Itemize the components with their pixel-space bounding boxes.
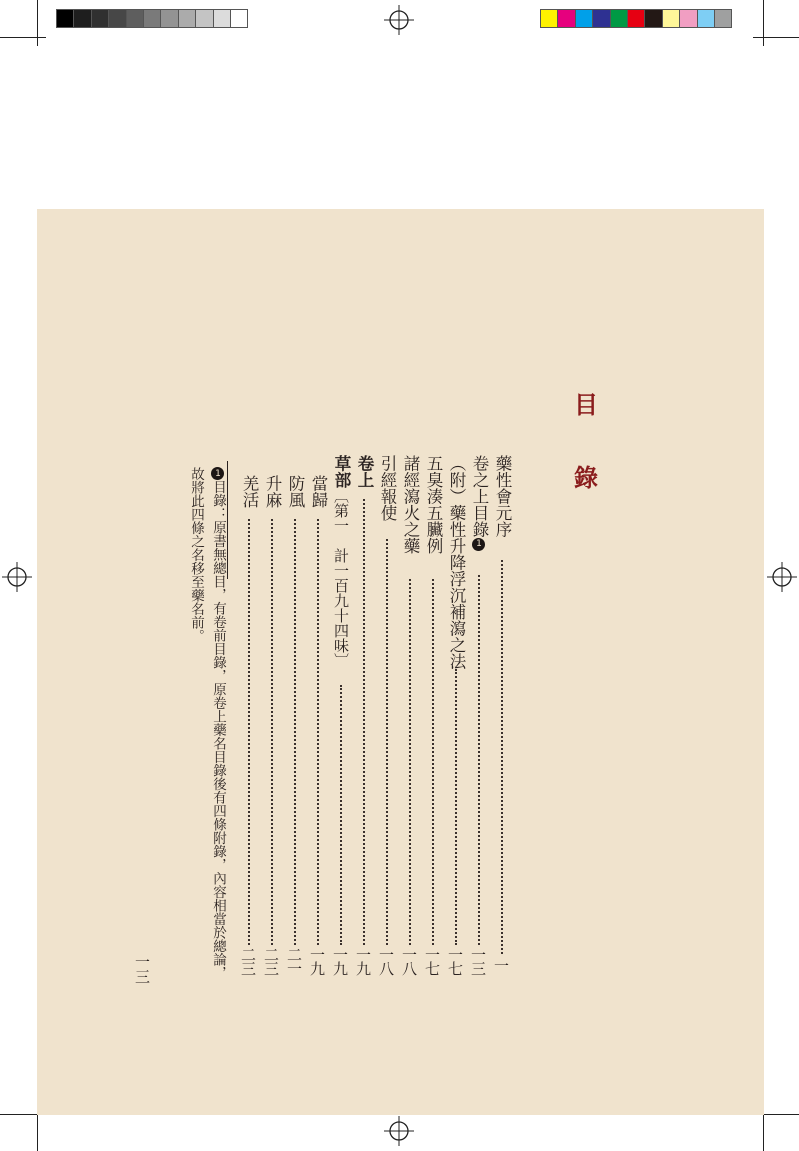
registration-mark-top: [384, 5, 414, 35]
color-swatch: [126, 9, 144, 28]
page-folio: 一三: [133, 954, 151, 984]
footnote-marker: 1: [213, 468, 223, 479]
toc-page-number: 一八: [377, 947, 395, 975]
toc-entry-title: 卷上: [355, 455, 374, 488]
toc-page-number: 一八: [400, 947, 418, 975]
color-swatch: [195, 9, 213, 28]
toc-page-number: 一七: [423, 947, 441, 975]
color-swatch: [714, 9, 732, 28]
color-swatch: [540, 9, 558, 28]
leader-dots: [363, 499, 365, 945]
color-swatch: [697, 9, 715, 28]
color-swatch: [679, 9, 697, 28]
toc-entry: [400, 455, 420, 554]
toc-page-number: 二三: [239, 947, 257, 975]
leader-dots: [455, 669, 457, 945]
toc-entry-title: 諸經瀉火之藥: [401, 455, 420, 554]
toc-page-number: 一九: [354, 947, 372, 975]
toc-entry: [423, 455, 443, 554]
toc-entry: [377, 455, 397, 521]
toc-entry: [469, 455, 489, 551]
toc-entry: [446, 455, 466, 670]
registration-mark-bottom: [384, 1116, 414, 1146]
toc-entry-title: 引經報使: [378, 455, 397, 521]
color-swatch: [627, 9, 645, 28]
toc-entry-title: 草部: [332, 455, 351, 488]
grayscale-calibration-bar: [56, 9, 247, 28]
toc-entry: [308, 475, 328, 508]
toc-page-number: 一九: [331, 947, 349, 975]
color-swatch: [610, 9, 628, 28]
toc-page-number: 二一: [285, 947, 303, 975]
toc-entry-title: 防風: [286, 475, 305, 508]
footnote-line: 故將此四條之名移至藥名前。: [188, 467, 204, 643]
toc-entry-title: 升麻: [263, 475, 282, 508]
color-swatch: [143, 9, 161, 28]
toc-page-number: 一三: [469, 947, 487, 975]
leader-dots: [478, 575, 480, 945]
crop-mark: [0, 37, 46, 38]
toc-entry-title: 五臭湊五臟例: [424, 455, 443, 554]
toc-entry-title: 藥性會元序: [493, 455, 512, 538]
leader-dots: [271, 519, 273, 945]
footnote-text: 目錄：原書無總目，有卷前目錄，原卷上藥名目錄後有四條附錄，內容相當於總論，: [210, 480, 226, 980]
toc-entry: [285, 475, 305, 508]
color-swatch: [662, 9, 680, 28]
toc-entry-title: 卷之上目錄: [470, 455, 489, 538]
toc-entry: [331, 455, 351, 668]
footnote-marker[interactable]: 1: [474, 539, 484, 549]
toc-page-number: 一九: [308, 947, 326, 975]
toc-entry-title: 羌活: [240, 475, 259, 508]
footnote-line: [207, 467, 227, 980]
crop-mark: [763, 0, 764, 46]
toc-entry: [239, 475, 259, 508]
toc-page-number: 一七: [446, 947, 464, 975]
book-page: [37, 209, 764, 1115]
leader-dots: [501, 560, 503, 954]
leader-dots: [340, 685, 342, 945]
color-calibration-bar: [540, 9, 731, 28]
leader-dots: [294, 519, 296, 945]
color-swatch: [213, 9, 231, 28]
registration-mark-right: [767, 562, 797, 592]
crop-mark: [753, 37, 799, 38]
leader-dots: [432, 579, 434, 945]
color-swatch: [73, 9, 91, 28]
color-swatch: [91, 9, 109, 28]
toc-entry: [492, 455, 512, 538]
registration-mark-left: [2, 562, 32, 592]
color-swatch: [592, 9, 610, 28]
leader-dots: [409, 579, 411, 945]
color-swatch: [644, 9, 662, 28]
color-swatch: [160, 9, 178, 28]
crop-mark: [37, 0, 38, 46]
color-swatch: [178, 9, 196, 28]
footnote-rule: [227, 461, 228, 579]
toc-page-number: 二三: [262, 947, 280, 975]
color-swatch: [108, 9, 126, 28]
toc-entry-subtitle: 〔第一 計一百九十四味〕: [332, 488, 350, 668]
toc-entry: [354, 455, 374, 488]
toc-entry-title: （附）藥性升降浮沉補瀉之法: [447, 455, 466, 670]
heading-char: 目: [574, 390, 598, 419]
color-swatch: [575, 9, 593, 28]
leader-dots: [386, 539, 388, 945]
leader-dots: [248, 519, 250, 945]
toc-page-number: 一: [492, 958, 510, 972]
color-swatch: [56, 9, 74, 28]
color-swatch: [230, 9, 248, 28]
toc-entry: [262, 475, 282, 508]
toc-entry-title: 當歸: [309, 475, 328, 508]
heading-char: 錄: [574, 463, 598, 492]
color-swatch: [557, 9, 575, 28]
leader-dots: [317, 519, 319, 945]
